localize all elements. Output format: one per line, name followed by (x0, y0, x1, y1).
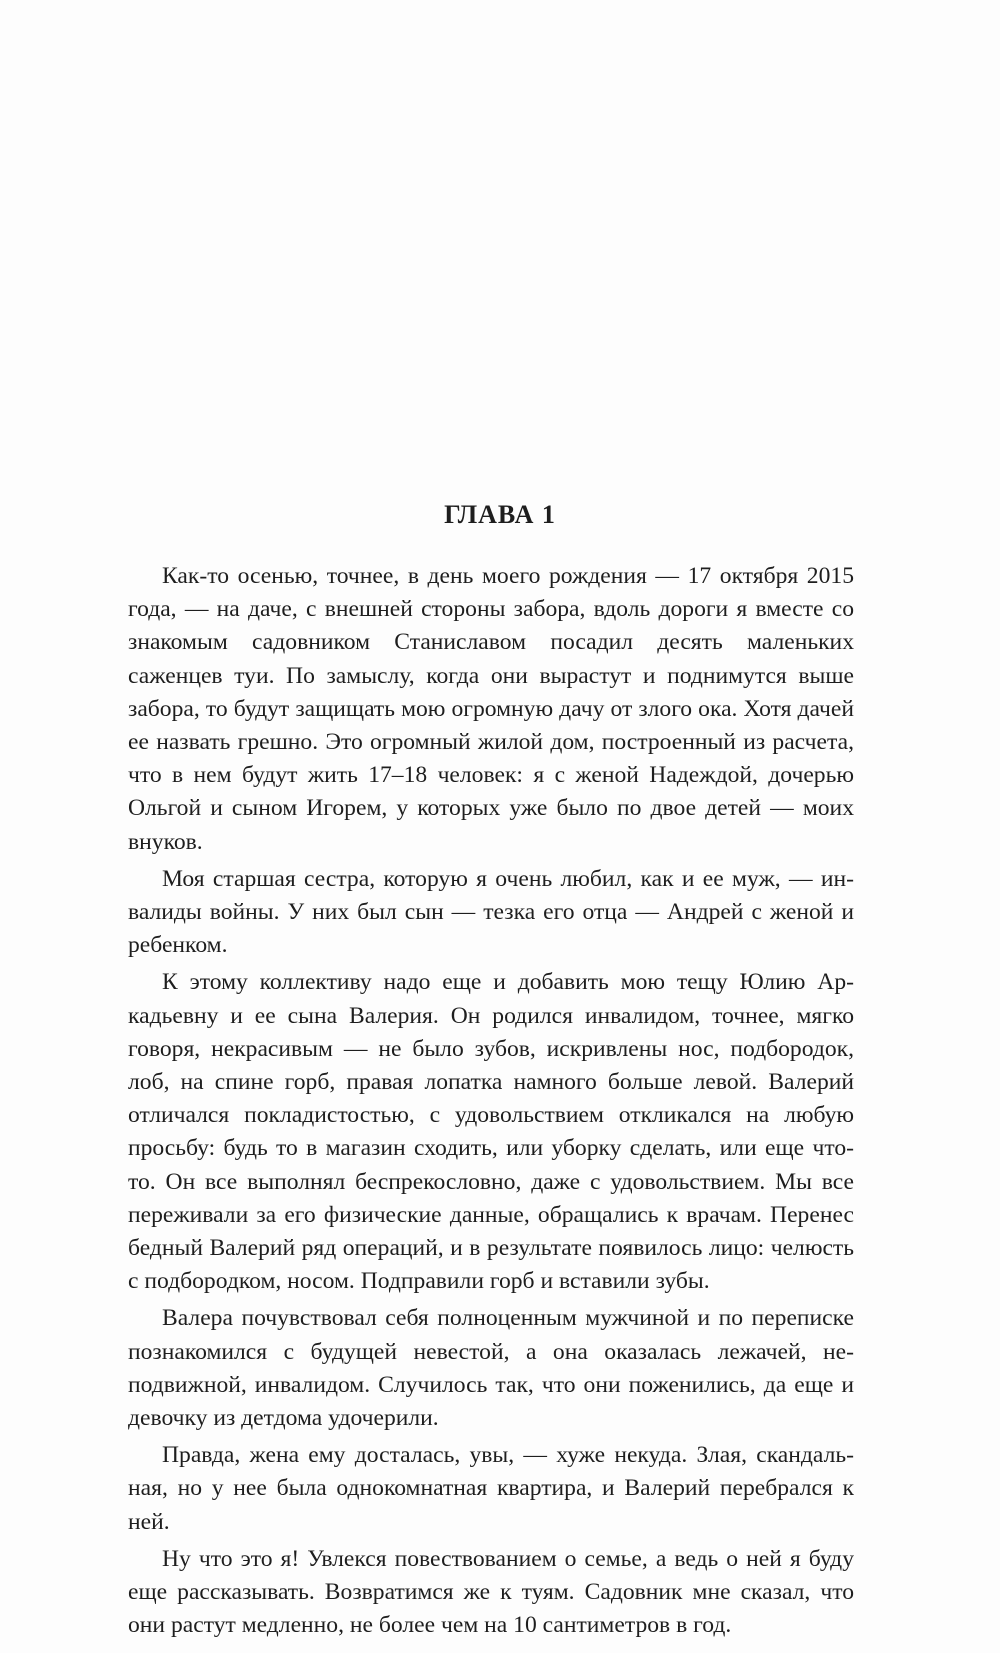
paragraph: Правда, жена ему досталась, увы, — хуже некуда. Злая, скандальная, но у нее была однокомнатная квартира, и Валерий перебрался к ней. (128, 1442, 854, 1535)
paragraph: К этому коллективу надо еще и добавить мою тещу Юлию Аркадьевну и ее сына Валерия. Он родился инвалидом, точнее, мягко говоря, некрасивым — не было зубов, искривлены нос, подбородок, лоб, на спине горб, правая лопатка намного больше левой. Валерий отличался покладистостью, с удовольствием откликался на любую просьбу: будь то в магазин сходить, или уборку сделать, или еще что-то. Он все выполнял беспрекословно, даже с удовольствием. Мы все переживали за его физические данные, обращались к врачам. Перенес бедный Валерий ряд операций, и в результате появилось лицо: челюсть с подбородком, носом. Подправили горб и вставили зубы. (128, 969, 854, 1295)
paragraph: Ну что это я! Увлекся повествованием о семье, а ведь о ней я буду еще рассказывать. Возвратимся же к туям. Садовник мне сказал, что они растут медленно, не более чем на 10 сантиметров в год. (128, 1545, 854, 1639)
paragraph: Моя старшая сестра, которую я очень любил, как и ее муж, — инвалиды войны. У них был сын — тезка его отца — Андрей с женой и ребенком. (128, 865, 854, 959)
chapter-body (128, 560, 854, 1647)
chapter-title: ГЛАВА 1 (444, 500, 556, 529)
paragraph: Валера почувствовал себя полноценным мужчиной и по переписке познакомился с будущей невестой, а она оказалась лежачей, неподвижной, инвалидом. Случилось так, что они поженились, да еще и девочку из детдома удочерили. (128, 1305, 854, 1432)
paragraph: Как-то осенью, точнее, в день моего рождения — 17 октября 2015 года, — на даче, с внешней стороны забора, вдоль дороги я вместе со знакомым садовником Станиславом посадил десять маленьких саженцев туи. По замыслу, когда они вырастут и поднимутся выше забора, то будут защищать мою огромную дачу от злого ока. Хотя дачей ее назвать грешно. Это огромный жилой дом, построенный из расчета, что в нем будут жить 17–18 человек: я с женой Надеждой, дочерью Ольгой и сыном Игорем, у которых уже было по двое детей — моих внуков. (128, 563, 854, 855)
